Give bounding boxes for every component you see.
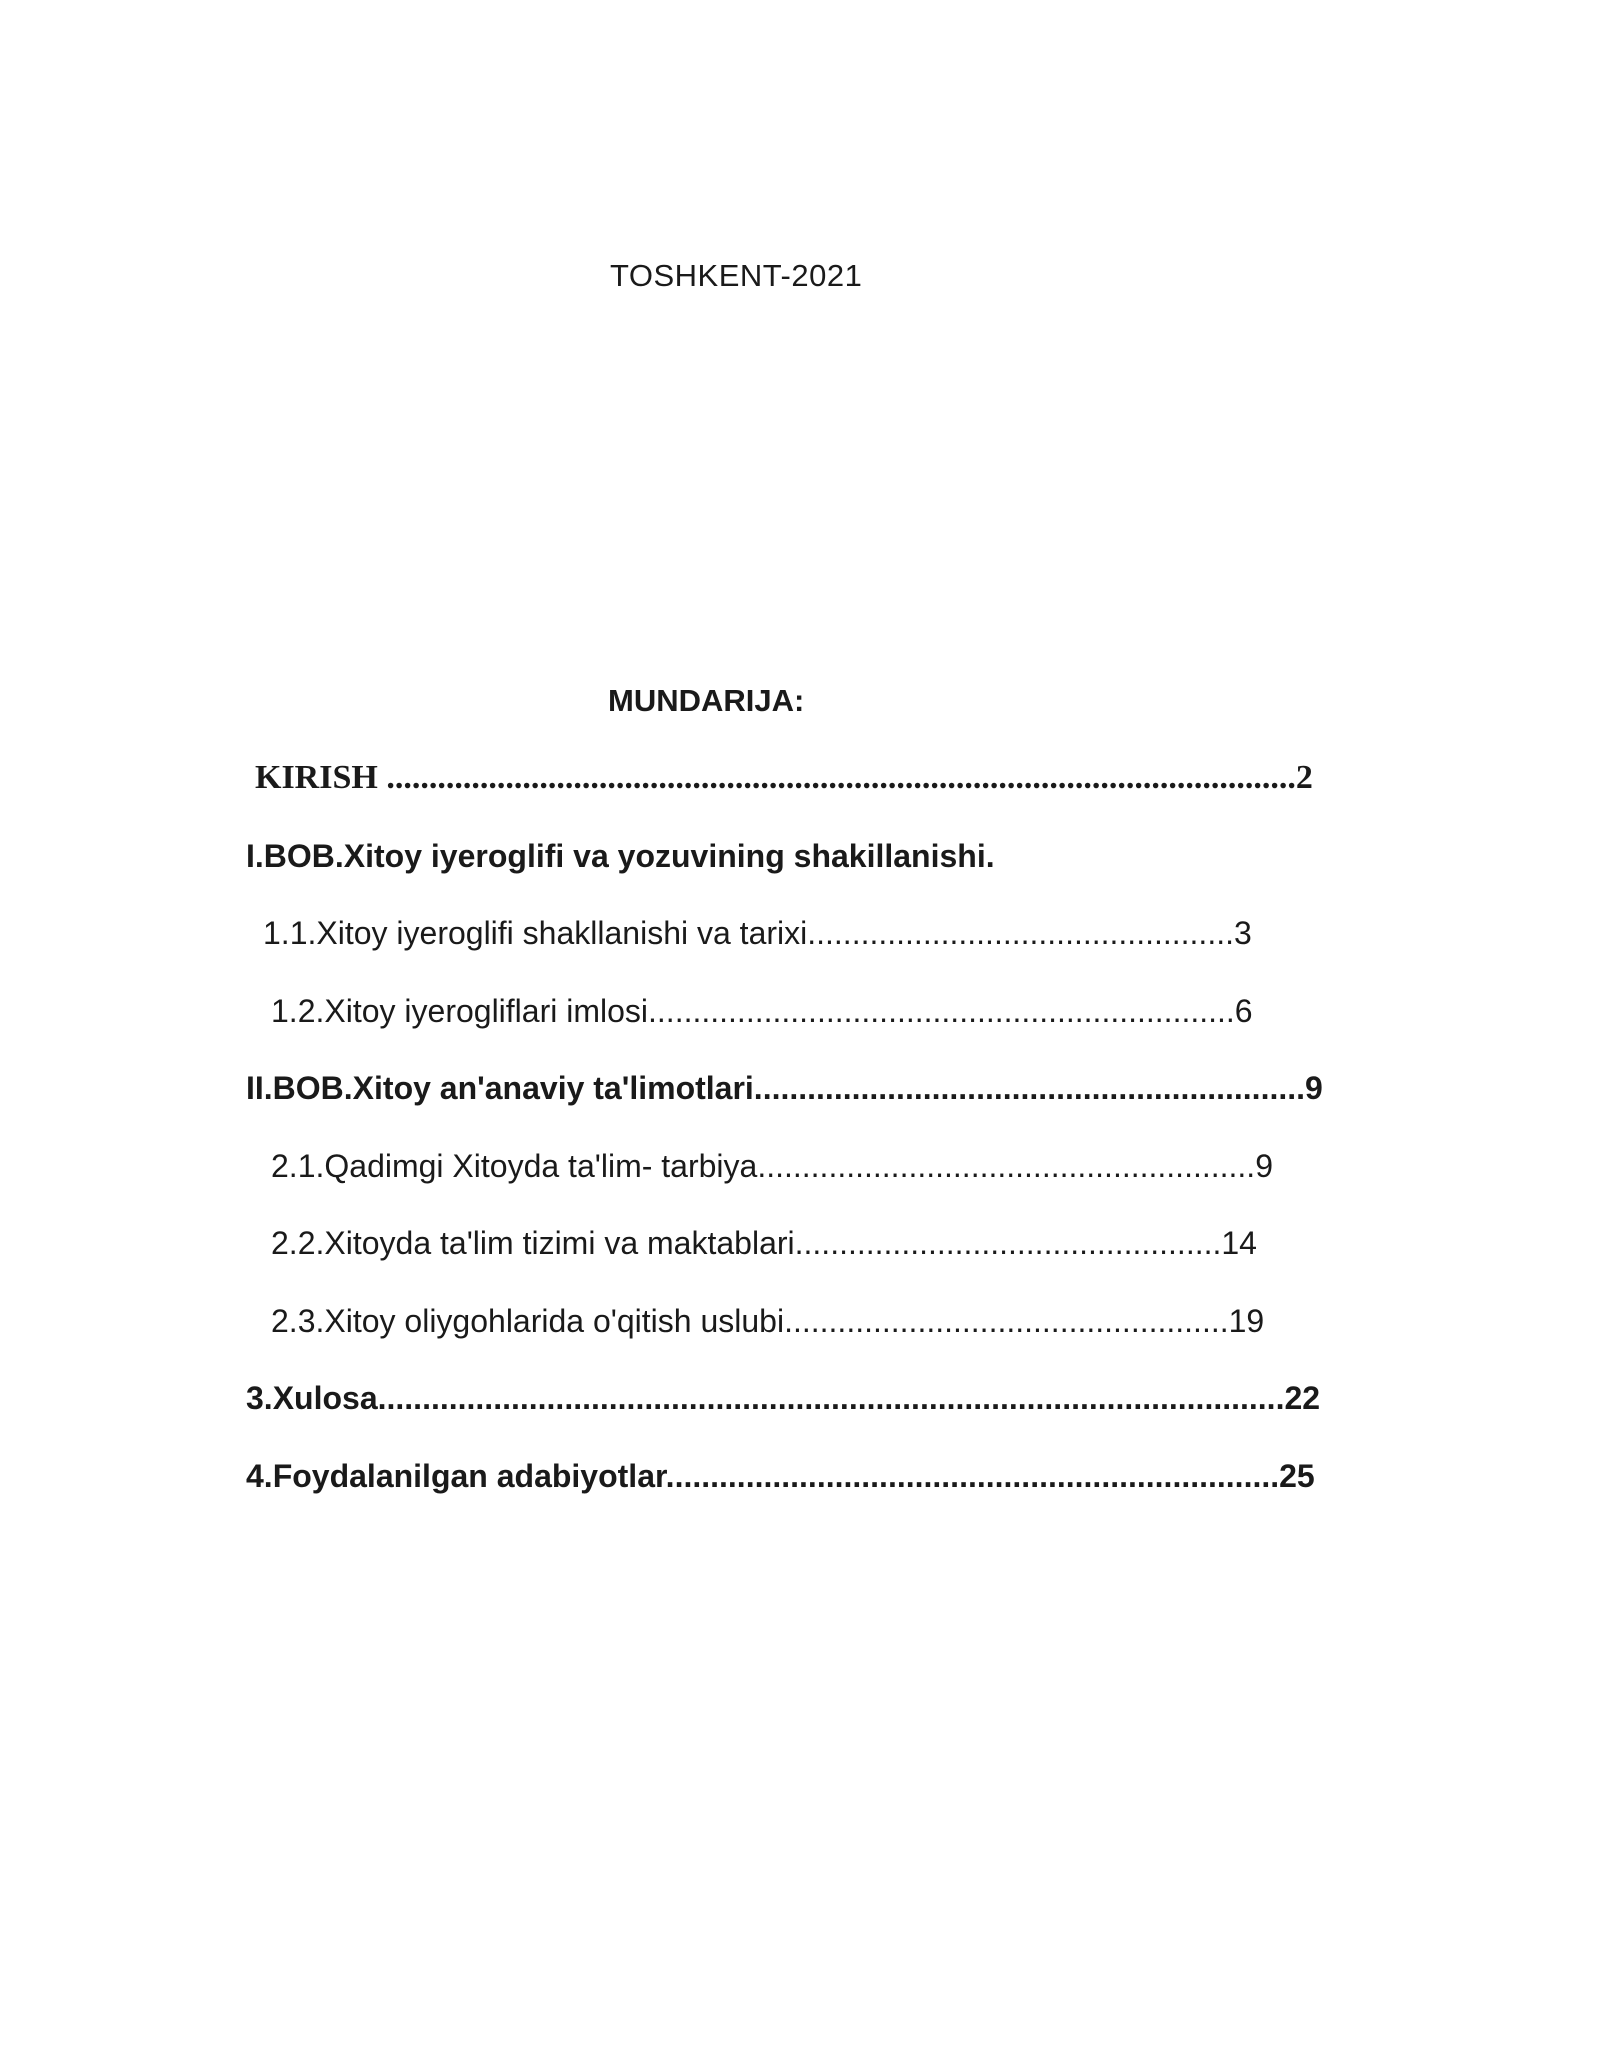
toc-entry-page: 3	[1233, 915, 1252, 951]
toc-entry-text: 4.Foydalanilgan adabiyotlar	[246, 1458, 666, 1494]
toc-entry-leaders: ...........................................................................................................	[386, 759, 1296, 796]
toc-entry-text: 1.1.Xitoy iyeroglifi shakllanishi va tarixi	[263, 915, 808, 951]
toc-entry-page: 19	[1228, 1303, 1265, 1339]
toc-entry-leaders: ..................................................	[784, 1303, 1229, 1339]
toc-entry-kirish	[255, 758, 1313, 798]
toc-entry-text: 2.2.Xitoyda ta'lim tizimi va maktablari	[271, 1225, 795, 1261]
toc-entry-2-1	[271, 1146, 1273, 1186]
toc-entry-2-3	[271, 1301, 1264, 1341]
toc-entry-text: 1.2.Xitoy iyerogliflari imlosi	[271, 993, 649, 1029]
toc-entry-leaders: ................................................	[794, 1225, 1222, 1261]
toc-entry-page: 22	[1284, 1380, 1321, 1416]
toc-entry-page: 9	[1305, 1070, 1323, 1106]
toc-entry-1-2	[271, 991, 1253, 1031]
toc-entry-page: 9	[1255, 1148, 1273, 1184]
toc-entry-text: 2.3.Xitoy oliygohlarida o'qitish uslubi	[271, 1303, 785, 1339]
toc-entry-xulosa	[246, 1378, 1320, 1418]
toc-entry-1-1	[263, 913, 1252, 953]
toc-entry-text: I.BOB.Xitoy iyeroglifi va yozuvining shakillanishi.	[246, 838, 995, 874]
toc-title: MUNDARIJA:	[608, 683, 805, 718]
toc-entry-adabiyotlar	[246, 1456, 1315, 1496]
city-year-caption: TOSHKENT-2021	[610, 258, 863, 293]
toc-entry-page: 6	[1234, 993, 1253, 1029]
toc-entry-leaders: ................................................	[807, 915, 1234, 951]
toc-entry-text: 2.1.Qadimgi Xitoyda ta'lim- tarbiya	[271, 1148, 758, 1184]
toc-entry-leaders: ........................................................	[757, 1148, 1256, 1184]
toc-entry-2-2	[271, 1223, 1257, 1263]
toc-entry-leaders: ..............................................................	[753, 1070, 1306, 1106]
toc-entry-page: 2	[1295, 759, 1313, 796]
toc-entry-text: II.BOB.Xitoy an'anaviy ta'limotlari	[246, 1070, 754, 1106]
toc-entry-page: 25	[1279, 1458, 1315, 1494]
toc-entry-chapter-2	[246, 1068, 1323, 1108]
toc-entry-text: 3.Xulosa	[246, 1380, 378, 1416]
toc-entry-leaders: ......................................................................................................	[377, 1380, 1285, 1416]
toc-entry-leaders: .....................................................................	[665, 1458, 1280, 1494]
toc-entry-leaders: ..................................................................	[648, 993, 1235, 1029]
toc-entry-page: 14	[1221, 1225, 1257, 1261]
toc-entry-chapter-1	[246, 836, 995, 876]
toc-entry-text: KIRISH	[255, 759, 387, 796]
